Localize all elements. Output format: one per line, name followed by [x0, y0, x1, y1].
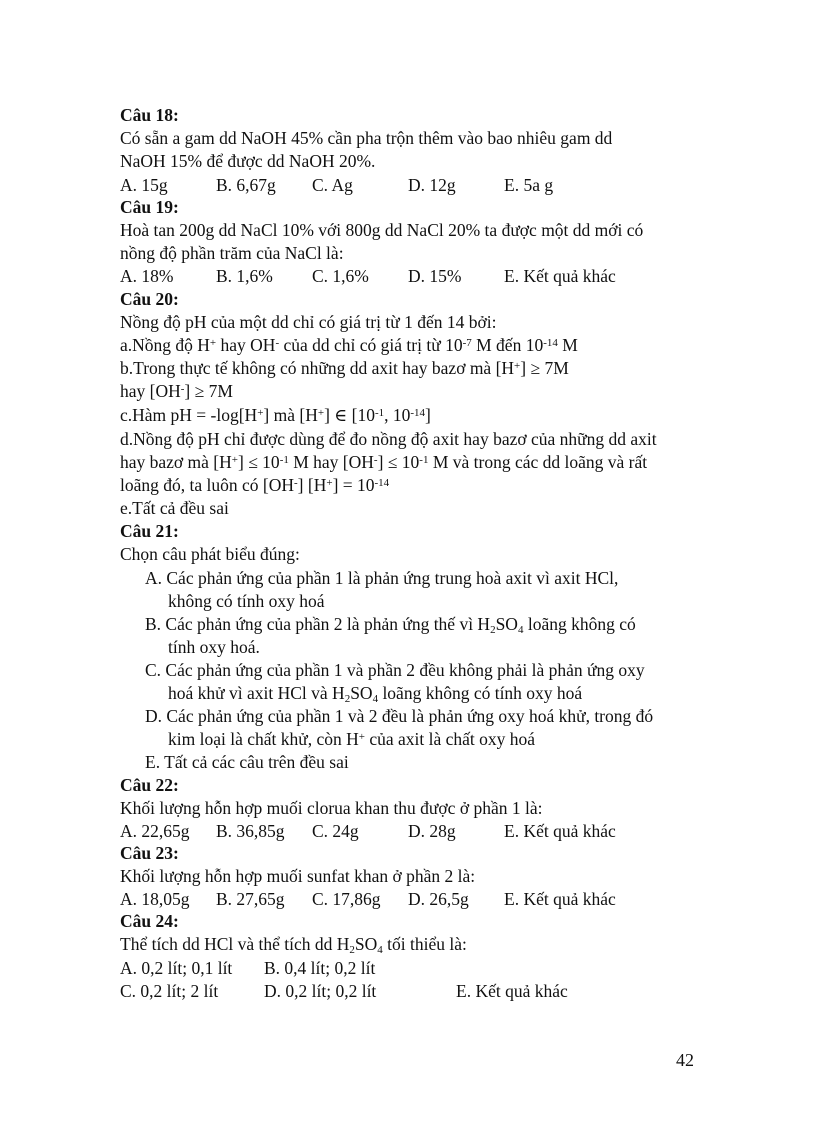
question-19-text: Hoà tan 200g dd NaCl 10% với 800g dd NaCl 20% ta được một dd mới có	[120, 220, 644, 240]
question-20-statement-d: d.Nồng độ pH chỉ được dùng để đo nồng độ axit hay bazơ của những dd axit	[120, 429, 657, 449]
option-e: E. Kết quả khác	[504, 889, 616, 909]
option-c: C. Ag	[312, 175, 353, 195]
option-a: A. 18,05g	[120, 889, 190, 909]
question-24-title: Câu 24:	[120, 911, 179, 931]
question-20-statement-d: hay bazơ mà $[H^+] \le 10^{-1}$ M hay $[OH^-] \le 10^{-1}$ M và trong các dd loãng và rất	[120, 452, 648, 472]
question-20-statement-e: e.Tất cả đều sai	[120, 498, 229, 518]
option-a: A. 15g	[120, 175, 168, 195]
option-a: A. 22,65g	[120, 821, 190, 841]
question-23-title: Câu 23:	[120, 843, 179, 863]
question-21-option-a: A. Các phản ứng của phần 1 là phản ứng trung hoà axit vì axit HCl,	[145, 568, 619, 588]
question-20-title: Câu 20:	[120, 289, 179, 309]
question-23-text: Khối lượng hỗn hợp muối sunfat khan ở phần 2 là:	[120, 866, 476, 886]
option-c: C. 1,6%	[312, 266, 369, 286]
question-21-text: Chọn câu phát biểu đúng:	[120, 544, 300, 564]
option-b: B. 6,67g	[216, 175, 276, 195]
question-19-title: Câu 19:	[120, 197, 179, 217]
option-e: E. Kết quả khác	[504, 266, 616, 286]
option-b: B. 1,6%	[216, 266, 273, 286]
question-20-text: Nồng độ pH của một dd chỉ có giá trị từ 1 đến 14 bởi:	[120, 312, 497, 332]
question-21-option-b: tính oxy hoá.	[168, 637, 260, 657]
question-22-text: Khối lượng hỗn hợp muối clorua khan thu được ở phần 1 là:	[120, 798, 543, 818]
page-number: 42	[676, 1050, 694, 1070]
option-e: E. Kết quả khác	[504, 821, 616, 841]
question-21-option-b: B. Các phản ứng của phần 2 là phản ứng thế vì $H_2SO_4$ loãng không có	[145, 614, 636, 636]
question-20-statement-c: c.Hàm pH = -log[H+] mà [H+] ∈ [$10^{-1}$, $10^{-14}$]	[120, 405, 431, 425]
question-20-statement-a: a.Nồng độ H+ hay OH- của dd chỉ có giá trị từ $10^{-7}$ M đến $10^{-14}$ M	[120, 335, 578, 355]
option-b: B. 0,4 lít; 0,2 lít	[264, 958, 376, 978]
question-19-text: nồng độ phần trăm của NaCl là:	[120, 243, 344, 263]
question-20-statement-b: b.Trong thực tế không có những dd axit hay bazơ mà [H+] ≥ 7M	[120, 358, 569, 378]
option-d: D. 28g	[408, 821, 456, 841]
option-c: C. 0,2 lít; 2 lít	[120, 981, 219, 1001]
question-21-option-c: C. Các phản ứng của phần 1 và phần 2 đều không phải là phản ứng oxy	[145, 660, 645, 680]
option-a: A. 18%	[120, 266, 174, 286]
option-d: D. 12g	[408, 175, 456, 195]
question-21-option-a: không có tính oxy hoá	[168, 591, 325, 611]
option-e: E. 5a g	[504, 175, 554, 195]
option-b: B. 27,65g	[216, 889, 285, 909]
question-20-statement-b: hay [OH-] ≥ 7M	[120, 381, 233, 401]
option-c: C. 24g	[312, 821, 359, 841]
question-18-text: NaOH 15% để được dd NaOH 20%.	[120, 151, 376, 171]
option-d: D. 0,2 lít; 0,2 lít	[264, 981, 377, 1001]
option-d: D. 15%	[408, 266, 462, 286]
option-b: B. 36,85g	[216, 821, 285, 841]
question-18-title: Câu 18:	[120, 105, 179, 125]
question-18-text: Có sẵn a gam dd NaOH 45% cần pha trộn thêm vào bao nhiêu gam dd	[120, 128, 613, 148]
option-a: A. 0,2 lít; 0,1 lít	[120, 958, 233, 978]
question-21-title: Câu 21:	[120, 521, 179, 541]
question-24-text: Thể tích dd HCl và thể tích dd $H_2SO_4$ tối thiểu là:	[120, 934, 467, 956]
question-22-title: Câu 22:	[120, 775, 179, 795]
question-20-statement-d: loãng đó, ta luôn có [OH-] $[H^+] = 10^{-14}$	[120, 475, 390, 495]
option-c: C. 17,86g	[312, 889, 381, 909]
option-e: E. Kết quả khác	[456, 981, 568, 1001]
question-21-option-c: hoá khử vì axit HCl và $H_2SO_4$ loãng không có tính oxy hoá	[168, 683, 583, 705]
question-21-option-d: D. Các phản ứng của phần 1 và 2 đều là phản ứng oxy hoá khử, trong đó	[145, 706, 654, 726]
question-21-option-d: kim loại là chất khử, còn H+ của axit là chất oxy hoá	[168, 729, 536, 749]
option-d: D. 26,5g	[408, 889, 469, 909]
question-21-option-e: E. Tất cả các câu trên đều sai	[145, 752, 349, 772]
